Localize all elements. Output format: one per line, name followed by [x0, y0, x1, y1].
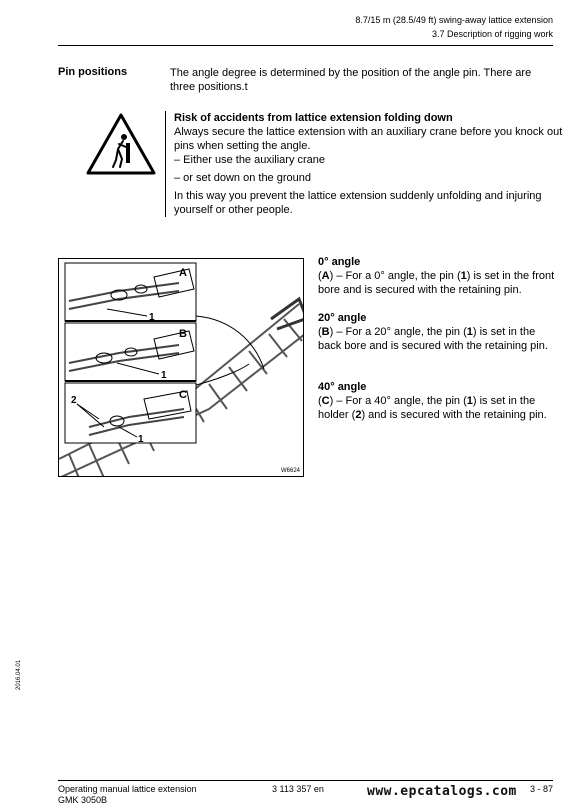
- warning-icon: [86, 113, 156, 175]
- callout-label: 1: [138, 434, 144, 445]
- warning-line: In this way you prevent the lattice extension suddenly unfolding and injuring yourself or other people.: [174, 190, 542, 216]
- warning-box: [165, 111, 566, 217]
- callout-label: 1: [149, 312, 155, 323]
- angle-text: (B) – For a 20° angle, the pin (1) is set in the back bore and is secured with the retaining pin.: [318, 326, 548, 352]
- angle-block-2: [318, 380, 558, 422]
- header-title: 8.7/15 m (28.5/49 ft) swing-away lattice extension: [355, 15, 553, 25]
- angle-key: A: [321, 270, 330, 282]
- section-label: Pin positions: [58, 66, 128, 78]
- panel-label: C: [179, 389, 187, 401]
- warning-line: Always secure the lattice extension with an auxiliary crane before you knock out pins when setting the angle.: [174, 126, 563, 152]
- warning-bullet: – or set down on the ground: [174, 172, 311, 184]
- detail-panel-b: [65, 323, 196, 381]
- angle-heading: 20° angle: [318, 312, 367, 324]
- angle-text: (C) – For a 40° angle, the pin (1) is set in the holder (2) and is secured with the retaining pin.: [318, 395, 547, 421]
- angle-description: – For a 20° angle, the pin (1) is set in the back bore and is secured with the retaining pin.: [318, 326, 548, 352]
- header-subtitle: 3.7 Description of rigging work: [431, 29, 553, 39]
- angle-heading: 40° angle: [318, 381, 367, 393]
- warning-title: Risk of accidents from lattice extension folding down: [174, 112, 453, 124]
- detail-panel-a: [65, 263, 196, 321]
- watermark-link[interactable]: www.epcatalogs.com: [367, 784, 517, 799]
- reference-number: 1: [466, 326, 473, 338]
- warning-bullet: – Either use the auxiliary crane: [174, 154, 326, 166]
- footer-page-number: 3 - 87: [529, 784, 553, 794]
- angle-description: – For a 0° angle, the pin (1) is set in the front bore and is secured with the retaining pin.: [318, 270, 555, 296]
- panel-label: B: [179, 328, 187, 340]
- section-intro: The angle degree is determined by the position of the angle pin. There are three positions.t: [170, 67, 532, 93]
- edition-date: 2016.04.01: [16, 659, 22, 690]
- reference-number: 1: [460, 270, 467, 282]
- callout-label: 1: [161, 370, 167, 381]
- angle-block-1: [318, 311, 558, 353]
- footer-manual-title: Operating manual lattice extension: [58, 784, 197, 794]
- callout-label: 2: [71, 395, 77, 406]
- figure-code: W6624: [280, 468, 300, 474]
- angle-key: B: [321, 326, 330, 338]
- angle-key: C: [321, 395, 330, 407]
- detail-panel-c: [65, 383, 196, 443]
- pin-positions-figure: [58, 258, 304, 477]
- footer-divider: [58, 780, 553, 781]
- lattice-extension-illustration: [59, 259, 304, 477]
- panel-label: A: [179, 267, 187, 279]
- reference-number: 2: [355, 409, 362, 421]
- angle-description: – For a 40° angle, the pin (1) is set in the holder (2) and is secured with the retaining pin.: [318, 395, 547, 421]
- angle-heading: 0° angle: [318, 256, 361, 268]
- angle-block-0: [318, 255, 558, 297]
- reference-number: 1: [466, 395, 473, 407]
- footer-model: GMK 3050B: [58, 795, 108, 805]
- footer-doc-number: 3 113 357 en: [272, 784, 324, 794]
- header-divider: [58, 45, 553, 46]
- angle-text: (A) – For a 0° angle, the pin (1) is set in the front bore and is secured with the retaining pin.: [318, 270, 555, 296]
